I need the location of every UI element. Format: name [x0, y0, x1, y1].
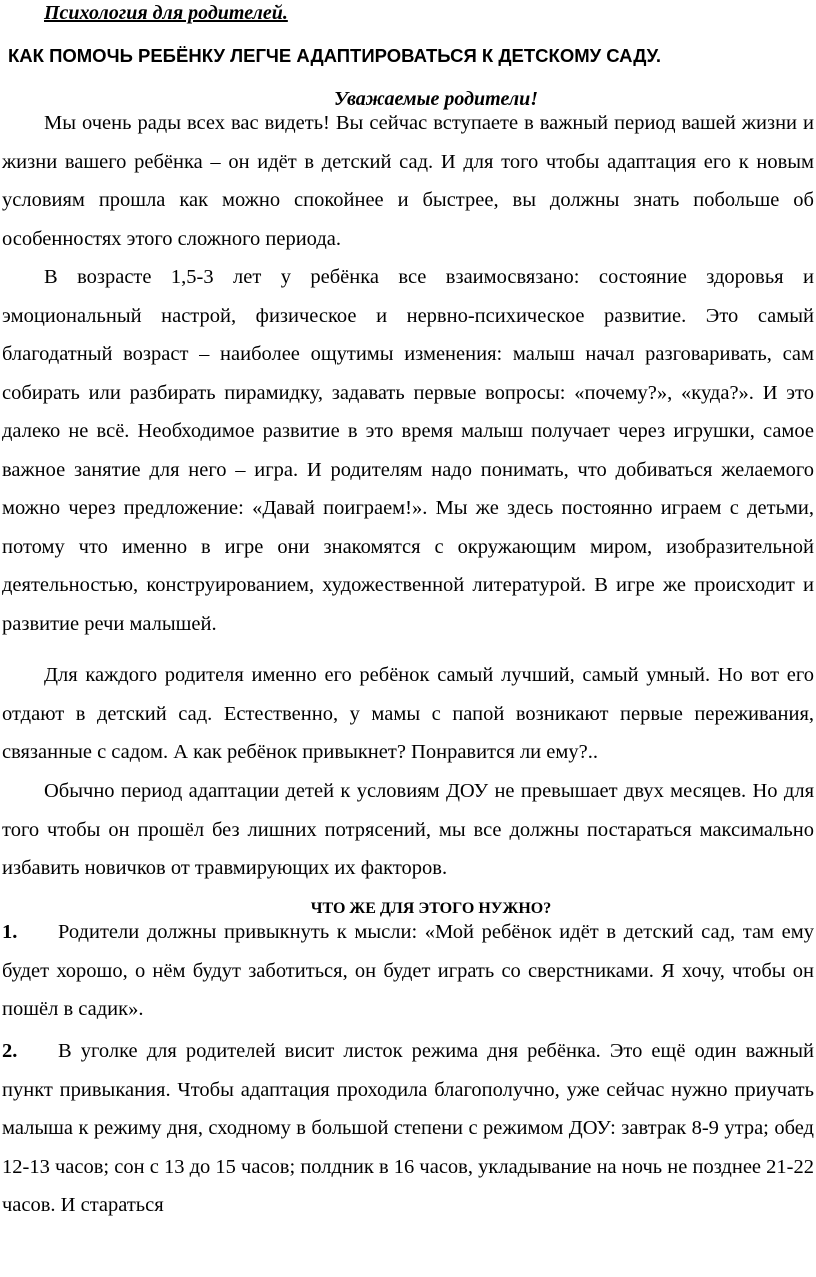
list-item — [2, 913, 814, 1029]
document-header: Психология для родителей. — [44, 2, 288, 24]
paragraph-parents: Для каждого родителя именно его ребёнок самый лучший, самый умный. Но вот его отдают в детский сад. Естественно, у мамы с папой возникают первые переживания, связанные с садом. А как ребёнок привыкнет? Понравится ли ему?.. — [2, 664, 814, 763]
list-item-text: В уголке для родителей висит листок режима дня ребёнка. Это ещё один важный пункт привыкания. Чтобы адаптация проходила благополучно, уже сейчас нужно приучать малыша к режиму дня, сходному в большой степени с режимом ДОУ: завтрак 8-9 утра; обед 12-13 часов; сон с 13 до 15 часов; полдник в 16 часов, укладывание на ночь не позднее 21-22 часов. И стараться — [2, 1040, 814, 1216]
list-item — [2, 1032, 814, 1225]
document-title: КАК ПОМОЧЬ РЕБЁНКУ ЛЕГЧЕ АДАПТИРОВАТЬСЯ К ДЕТСКОМУ САДУ. — [8, 45, 661, 66]
paragraph-age: В возрасте 1,5-3 лет у ребёнка все взаимосвязано: состояние здоровья и эмоциональный настрой, физическое и нервно-психическое развитие. Это самый благодатный возраст – наиболее ощутимы изменения: малыш начал разговаривать, сам собирать или разбирать пирамидку, задавать первые вопросы: «почему?», «куда?». И это далеко не всё. Необходимое развитие в это время малыш получает через игрушки, самое важное занятие для него – игра. И родителям надо понимать, что добиваться желаемого можно через предложение: «Давай поиграем!». Мы же здесь постоянно играем с детьми, потому что именно в игре они знакомятся с окружающим миром, изобразительной деятельностью, конструированием, художественной литературой. В игре же происходит и развитие речи малышей. — [2, 266, 814, 635]
list-item-number: 2. — [2, 1040, 18, 1062]
section-heading: ЧТО ЖЕ ДЛЯ ЭТОГО НУЖНО? — [310, 900, 552, 917]
paragraph-adaptation-period: Обычно период адаптации детей к условиям ДОУ не превышает двух месяцев. Но для того чтобы он прошёл без лишних потрясений, мы все должны постараться максимально избавить новичков от травмирующих их факторов. — [2, 780, 814, 879]
greeting: Уважаемые родители! — [333, 88, 538, 110]
list-item-text: Родители должны привыкнуть к мысли: «Мой ребёнок идёт в детский сад, там ему будет хорошо, о нём будут заботиться, он будет играть со сверстниками. Я хочу, чтобы он пошёл в садик». — [2, 921, 814, 1020]
paragraph-intro: Мы очень рады всех вас видеть! Вы сейчас вступаете в важный период вашей жизни и жизни вашего ребёнка – он идёт в детский сад. И для того чтобы адаптация его к новым условиям прошла как можно спокойнее и быстрее, вы должны знать побольше об особенностях этого сложного периода. — [2, 112, 814, 250]
list-item-number: 1. — [2, 921, 18, 943]
